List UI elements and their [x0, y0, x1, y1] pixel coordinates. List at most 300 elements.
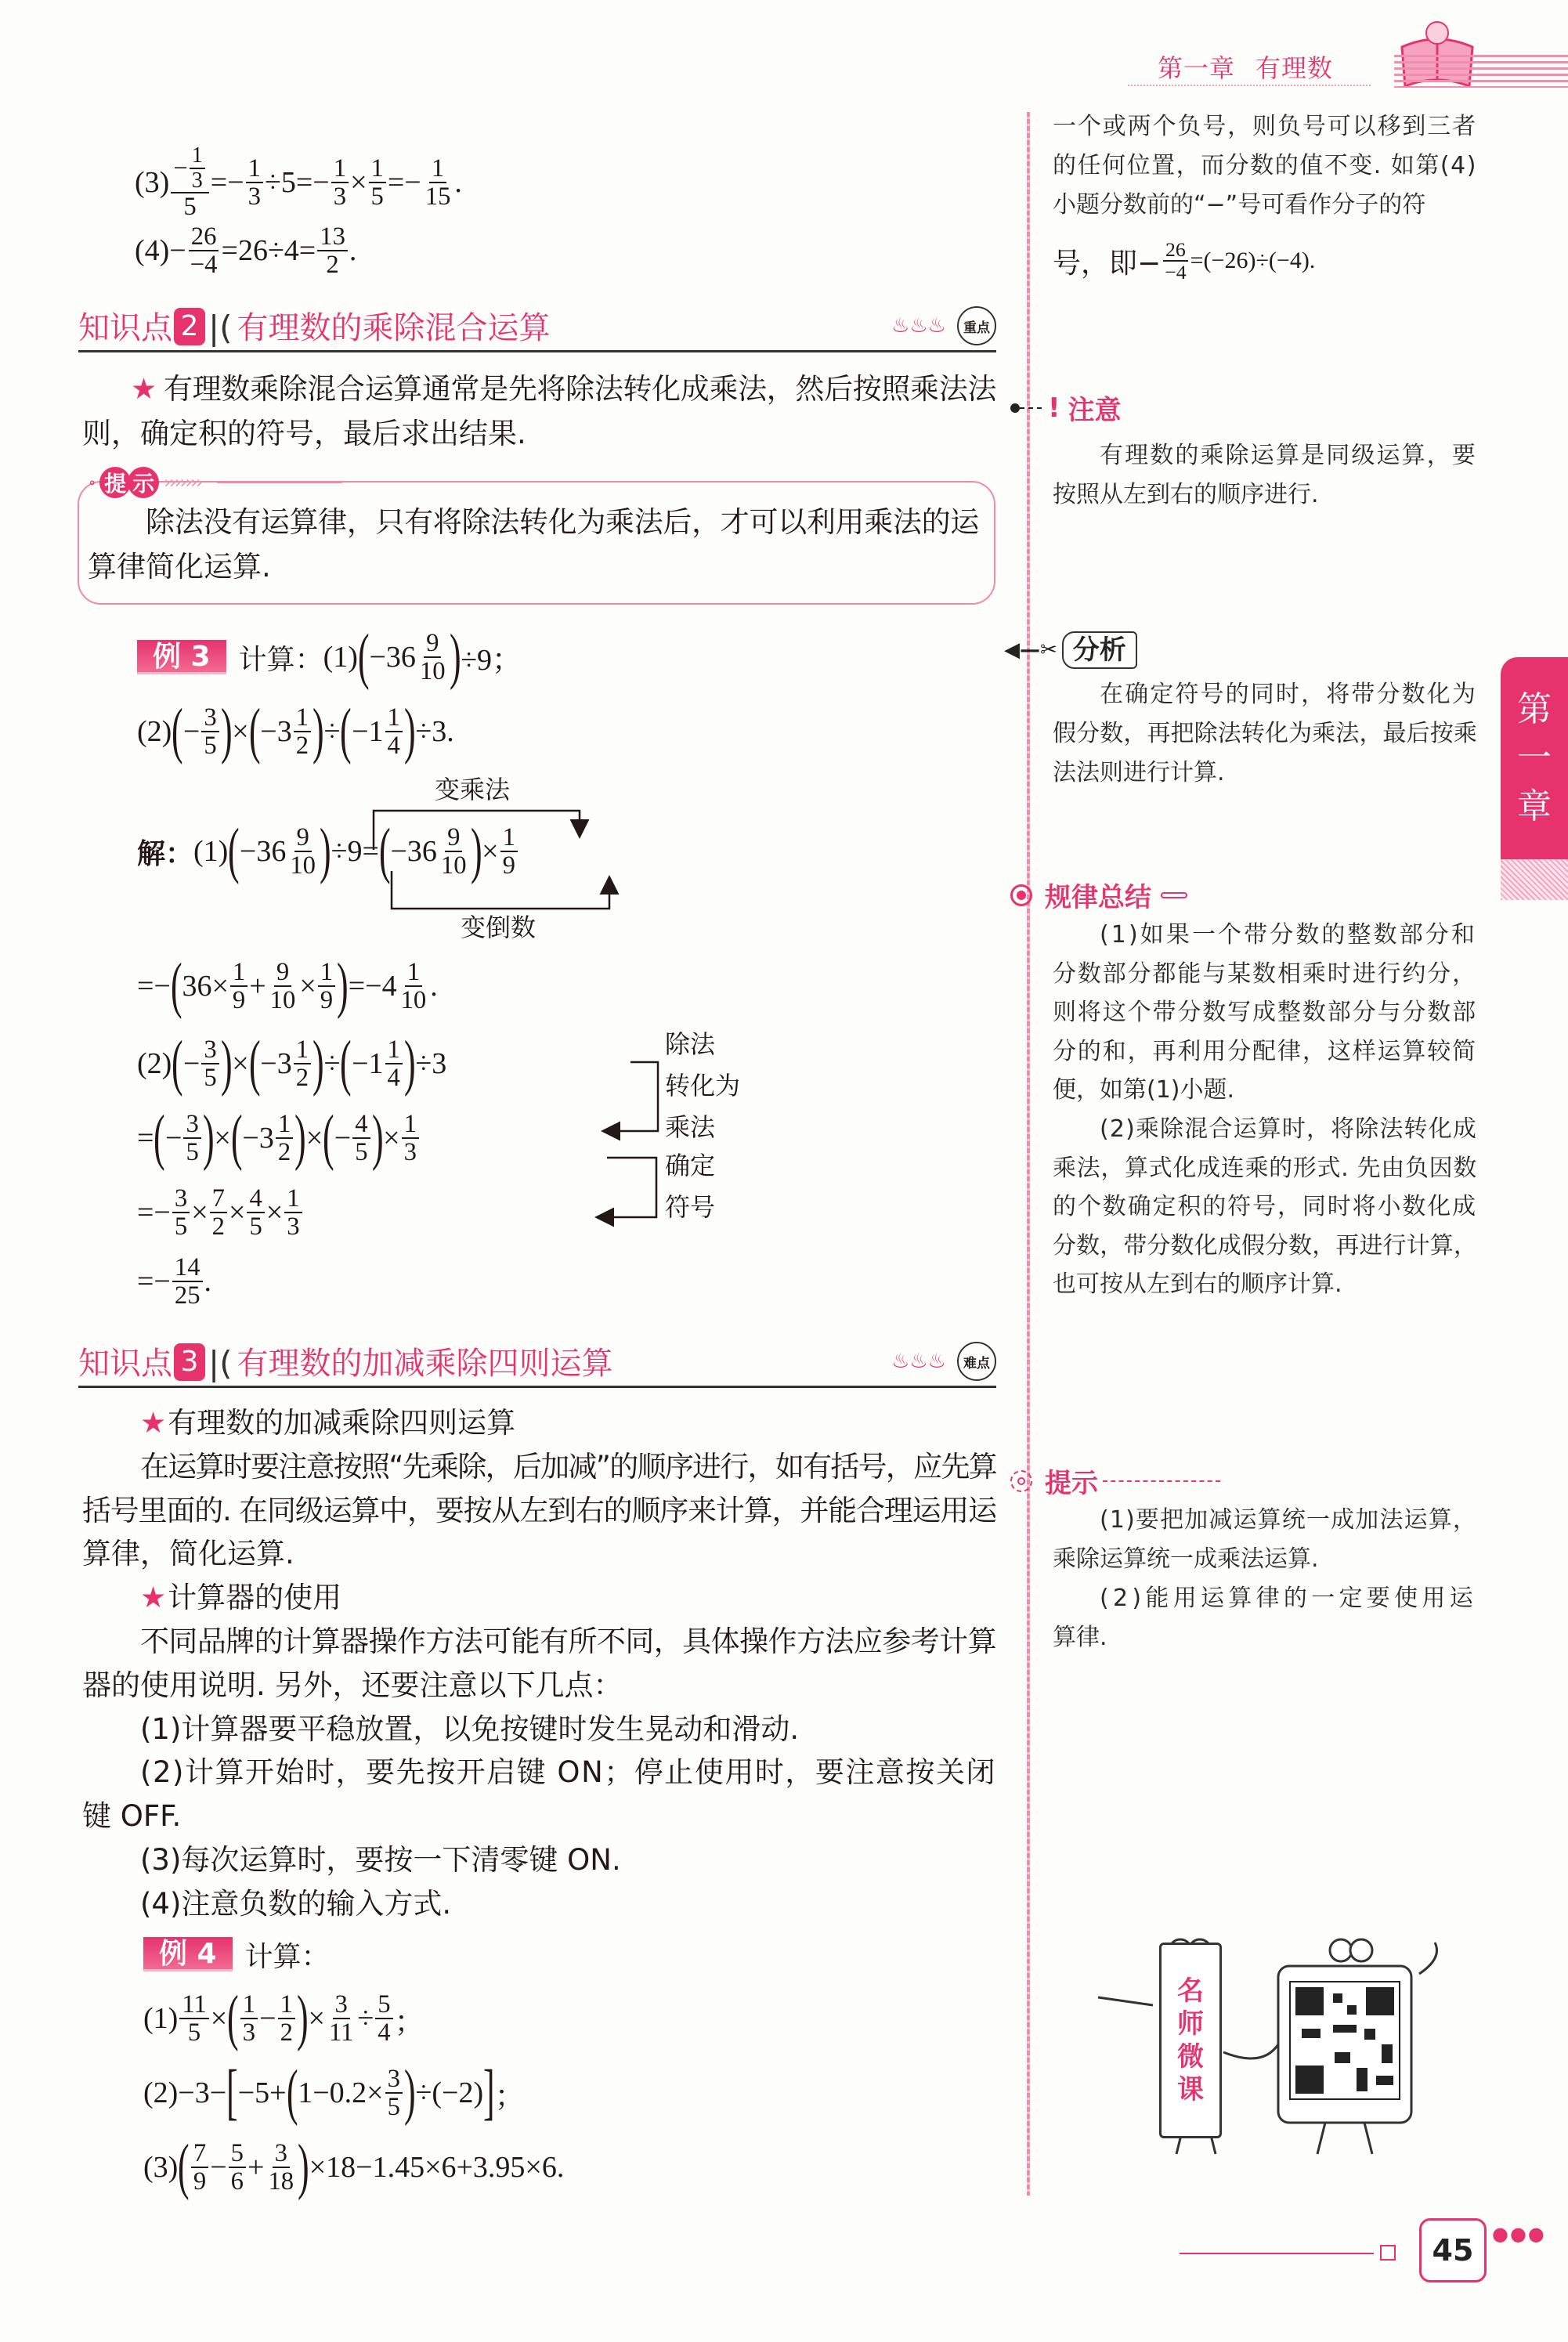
analysis-label	[1004, 631, 1137, 669]
math-text: 4	[387, 732, 400, 760]
math-text: (1)	[193, 834, 229, 868]
fraction	[352, 1111, 370, 1166]
hint-body	[1053, 1501, 1479, 1657]
kp3-star-heading	[82, 1401, 998, 1445]
math-text: 1	[320, 957, 334, 986]
math-text: 1−0.2×	[298, 2076, 384, 2109]
math-text: 10	[419, 656, 446, 685]
text-line: 按照从左到右的顺序进行.	[1053, 481, 1319, 508]
math-text: ÷(−2)	[415, 2076, 484, 2109]
math-text: 9	[296, 822, 309, 851]
fraction	[284, 1185, 302, 1241]
math-text: 1	[406, 957, 421, 986]
numerator	[240, 1991, 258, 2019]
scissors-icon: ◀—✂	[1004, 638, 1057, 662]
arrow-division-to-multiply	[605, 1062, 658, 1131]
math-text: ÷	[323, 715, 341, 748]
math-text: ×	[232, 1047, 249, 1080]
example-4-question-2	[143, 2050, 525, 2136]
kp-title: 有理数的乘除混合运算	[237, 310, 551, 346]
denominator	[399, 987, 429, 1014]
numerator	[402, 1111, 419, 1139]
example-prompt: 计算：	[244, 1940, 330, 1973]
numerator	[405, 959, 422, 987]
math-text: −	[165, 1122, 182, 1155]
bracket: (	[172, 1028, 183, 1098]
math-text: 3	[334, 1990, 348, 2019]
math-text: 5	[204, 732, 217, 760]
math-text: 4	[378, 2019, 391, 2047]
bracket: (	[340, 696, 352, 766]
math-text: 1	[191, 143, 203, 168]
bracket: )	[319, 816, 331, 886]
text-line: (2)乘除混合运算时，将除法转化成	[1100, 1115, 1477, 1143]
fraction	[247, 1185, 264, 1241]
math-text: =−	[137, 1265, 171, 1298]
math-text: 2	[277, 1138, 291, 1166]
chapter-tab	[1501, 657, 1568, 859]
summary-title: 规律总结	[1045, 882, 1151, 913]
math-text: =(−26)÷(−4).	[1190, 248, 1316, 273]
fraction	[294, 1036, 311, 1092]
math-text: 3	[403, 1138, 417, 1166]
bracket: (	[248, 1028, 261, 1098]
bracket: (	[172, 696, 183, 766]
math-text: 9	[276, 957, 290, 986]
bracket: (	[323, 1103, 334, 1173]
denominator	[230, 987, 247, 1014]
example-4-question-3	[143, 2124, 564, 2210]
fraction	[240, 1991, 258, 2047]
math-text: 1	[247, 154, 262, 183]
footer-square-icon	[1380, 2245, 1396, 2261]
numerator	[210, 1185, 227, 1213]
fraction	[385, 1036, 403, 1092]
denominator	[201, 1064, 219, 1091]
text-line: 在运算时要注意按照“先乘除，后加减”的顺序进行，如有括号，应先算	[140, 1449, 996, 1484]
chapter-tab-hatch	[1501, 859, 1568, 900]
kp3-list-item	[82, 1751, 998, 1838]
fraction	[278, 1991, 295, 2047]
analysis-title: 分析	[1062, 631, 1137, 669]
bracket: (	[340, 1028, 352, 1098]
math-text: (3)	[143, 2151, 179, 2184]
math-text: 9	[447, 822, 461, 851]
hint-rule	[1103, 1480, 1220, 1482]
kp-number: 3	[174, 1343, 205, 1381]
hint-label	[1010, 1462, 1220, 1500]
bracket: )	[298, 2132, 309, 2202]
math-text: .	[204, 1265, 212, 1298]
sidebar-continuation	[1053, 107, 1479, 225]
math-text: 25	[174, 1281, 201, 1310]
side-note: 除法	[665, 1029, 716, 1059]
math-text: 7	[211, 1184, 225, 1213]
math-text: −	[182, 715, 201, 748]
math-text: 1	[295, 703, 309, 732]
math-text: 4	[387, 1064, 400, 1092]
math-text: +	[247, 2151, 265, 2184]
math-text: +	[249, 970, 266, 1003]
denominator	[172, 1213, 190, 1240]
math-text: ÷	[357, 2002, 374, 2035]
math-text: .	[430, 970, 438, 1003]
math-text: =−	[210, 166, 244, 199]
denominator	[294, 1064, 311, 1091]
text-line: 乘除运算统一成乘法运算.	[1053, 1545, 1319, 1573]
math-text: 3	[274, 2138, 287, 2167]
bracket: (	[228, 816, 240, 886]
math-text: −36	[369, 640, 416, 674]
bracket: (	[154, 1103, 166, 1173]
difficult-point-badge: 难点	[957, 1342, 996, 1381]
math-text: ；	[494, 2080, 525, 2113]
bracket: (	[230, 1103, 243, 1173]
bracket: )	[449, 622, 461, 692]
math-text: =−	[137, 1196, 171, 1229]
fraction	[266, 2140, 296, 2196]
flame-icon: ♨♨♨	[891, 314, 946, 338]
math-text: 1	[403, 1109, 417, 1138]
math-text: 1	[502, 822, 515, 851]
text-line: (1)计算器要平稳放置，以免按键时发生晃动和滑动.	[140, 1711, 800, 1746]
math-text: (2)	[137, 1047, 172, 1080]
sidebar-text	[1053, 107, 1479, 225]
text-line: 算律.	[1053, 1624, 1107, 1651]
math-text: 9	[426, 628, 439, 657]
math-text: 9	[193, 2167, 207, 2196]
fraction	[402, 1111, 419, 1166]
tip-label-char: 示	[128, 467, 159, 498]
math-text: 1	[287, 1184, 300, 1213]
fraction	[318, 959, 335, 1014]
math-text: =−	[387, 166, 421, 199]
math-text: 13	[320, 222, 345, 251]
card-char: 课	[1177, 2074, 1204, 2105]
math-text: .	[349, 234, 357, 267]
micro-lesson-illustration	[1090, 1927, 1466, 2162]
text-line: (1)要把加减运算统一成加法运算，	[1100, 1506, 1477, 1534]
math-text: −3	[260, 715, 292, 748]
denominator	[327, 2019, 356, 2046]
denominator	[266, 2168, 296, 2195]
math-text: ×	[299, 970, 316, 1003]
math-text: ×	[482, 834, 499, 868]
summary-text	[1053, 1110, 1479, 1304]
numerator	[278, 1991, 295, 2019]
math-text: 3	[287, 1213, 300, 1241]
solution-label: 解：	[137, 837, 194, 870]
header-rule	[1128, 85, 1371, 86]
math-text: 1	[295, 1035, 309, 1064]
math-text: 3	[174, 1184, 188, 1213]
card-char: 微	[1177, 2041, 1204, 2073]
math-text: 号，即−	[1053, 247, 1162, 280]
math-text: 1	[242, 1990, 256, 2019]
numerator	[318, 959, 335, 987]
bracket: (	[357, 622, 370, 692]
summary-label	[1010, 876, 1187, 914]
math-text: 3	[387, 2064, 400, 2093]
math-text: 2	[295, 1064, 309, 1092]
card-char: 师	[1177, 2008, 1204, 2040]
numerator	[352, 1111, 370, 1139]
hint-text	[1053, 1579, 1479, 1657]
math-text: ÷	[323, 1047, 341, 1080]
fraction	[201, 1036, 219, 1092]
fraction	[172, 1254, 203, 1310]
math-text: −4	[1165, 261, 1187, 284]
math-text: (2)	[137, 715, 172, 748]
header-title: 有理数	[1255, 53, 1334, 83]
star-icon: ★	[140, 1406, 167, 1440]
numerator	[294, 1036, 311, 1064]
kp-bracket-icon: |(	[208, 1344, 233, 1382]
text-line: (4)注意负数的输入方式.	[140, 1886, 452, 1921]
example-4-question-1	[143, 1975, 425, 2062]
math-text: 4	[355, 1109, 368, 1138]
math-text: −36	[239, 834, 287, 868]
denominator	[284, 1213, 302, 1240]
bracket: (	[286, 2058, 298, 2127]
footer-rule	[1180, 2253, 1374, 2254]
numerator	[333, 1991, 350, 2019]
math-text: 5	[387, 2093, 400, 2121]
text-line: 小题分数前的“−”号可看作分子的符	[1053, 191, 1426, 219]
math-text: 11	[328, 2019, 354, 2047]
math-text: 3	[186, 1109, 199, 1138]
star-icon: ★	[131, 372, 157, 406]
math-text: 1	[370, 154, 384, 183]
numerator	[274, 959, 291, 987]
math-text: 11	[182, 1990, 207, 2019]
numerator	[183, 1111, 201, 1139]
math-text: =26÷4=	[221, 234, 316, 267]
math-text: 3	[242, 2019, 256, 2047]
math-text: 18	[268, 2167, 294, 2196]
key-point-badge: 重点	[957, 306, 996, 345]
denominator	[172, 1282, 203, 1309]
denominator	[210, 1213, 227, 1240]
math-text: ÷3.	[415, 715, 454, 748]
bracket: (	[227, 1983, 239, 2053]
denominator	[375, 2019, 392, 2046]
math-text: 5	[183, 193, 197, 222]
fraction	[327, 1991, 356, 2047]
text-line: 不同品牌的计算器操作方法可能有所不同，具体操作方法应参考计算	[140, 1624, 996, 1658]
math-text: −	[334, 1122, 352, 1155]
math-text: 2	[280, 2019, 293, 2047]
math-text: 1	[280, 1990, 293, 2019]
bracket: [	[226, 2058, 238, 2127]
text-line: 一个或两个负号，则负号可以移到三者	[1053, 113, 1477, 140]
math-text: 5	[370, 183, 384, 211]
kp-number: 2	[174, 308, 205, 345]
fraction	[210, 1185, 227, 1241]
math-text: 5	[355, 1138, 368, 1166]
bracket: )	[220, 696, 233, 766]
math-text: ×	[210, 2002, 228, 2035]
kp3-subheading: 计算器的使用	[168, 1581, 342, 1615]
math-text: =−	[137, 970, 171, 1003]
math-text: ×	[229, 1196, 246, 1229]
kp3-star-heading	[82, 1576, 998, 1620]
denominator	[240, 2019, 258, 2046]
math-text: −1	[352, 1047, 384, 1080]
numerator	[284, 1185, 302, 1213]
text-line: 括号里面的. 在同级运算中，要按从左到右的顺序来计算，并能合理运用运	[82, 1493, 996, 1527]
bracket: (	[178, 2132, 190, 2202]
kp-title: 有理数的加减乘除四则运算	[237, 1346, 613, 1382]
denominator	[186, 2019, 203, 2046]
math-text: 3	[191, 168, 203, 193]
chapter-tab-char: 第	[1517, 689, 1552, 729]
side-note: 转化为	[665, 1071, 741, 1101]
note-title: 注意	[1068, 395, 1122, 426]
bracket: (	[170, 951, 182, 1021]
math-text: 1	[277, 1109, 291, 1138]
denominator	[276, 1139, 293, 1166]
example-label: 例 4	[143, 1937, 233, 1972]
numerator	[201, 1036, 219, 1064]
text-line: 在确定符号的同时，将带分数化为	[1100, 681, 1477, 708]
hint-text	[1053, 1501, 1479, 1579]
dashed-connector	[1020, 407, 1042, 409]
circle-icon	[1010, 1470, 1032, 1492]
numerator	[179, 1991, 208, 2019]
bracket: )	[403, 696, 416, 766]
flame-icon: ♨♨♨	[891, 1350, 946, 1373]
text-line: 器的使用说明. 另外，还要注意以下几点：	[82, 1668, 623, 1702]
denominator	[191, 2168, 208, 2195]
bracket: )	[313, 696, 324, 766]
denominator	[318, 987, 335, 1014]
math-text: ×	[214, 1122, 231, 1155]
footer-dots: ●●●	[1492, 2223, 1546, 2245]
header-stripes	[1394, 55, 1568, 88]
math-text: ×	[305, 1122, 323, 1155]
fraction	[183, 1111, 201, 1166]
math-text: −4	[190, 251, 218, 279]
kp3-paragraph	[82, 1445, 998, 1576]
text-line: 分的和，再利用分配律，这样运算较简	[1053, 1037, 1477, 1065]
math-text: −36	[390, 834, 437, 868]
math-text: 9	[232, 986, 246, 1014]
math-text: 36×	[182, 970, 229, 1003]
solution-2-step-1	[137, 1021, 446, 1107]
math-text: 14	[174, 1252, 201, 1281]
bracket: )	[202, 1103, 215, 1173]
bracket: )	[403, 2058, 416, 2127]
math-text: 1	[387, 1035, 400, 1064]
note-text	[1053, 436, 1479, 515]
math-text: 3	[333, 183, 347, 211]
math-text: .	[454, 166, 462, 199]
fraction	[191, 2140, 208, 2196]
math-text: ×	[266, 1196, 284, 1229]
math-text: (1)	[143, 2002, 179, 2035]
text-line: 有理数的乘除运算是同级运算，要	[1100, 442, 1477, 469]
math-text: −5+	[237, 2076, 287, 2109]
example-label: 例 3	[137, 640, 226, 674]
denominator	[352, 1139, 370, 1166]
math-text: 10	[440, 851, 467, 880]
math-text: (1)	[323, 640, 358, 674]
bracket: )	[296, 1983, 309, 2053]
math-text: 10	[290, 851, 316, 880]
text-line: (3)每次运算时，要按一下清零键 ON.	[140, 1842, 621, 1877]
hint-title: 提示	[1045, 1468, 1098, 1499]
text-line: (1)如果一个带分数的整数部分和	[1100, 921, 1477, 949]
denominator	[1162, 262, 1188, 283]
bracket: (	[378, 816, 391, 886]
arrow-reciprocal	[392, 871, 609, 909]
denominator	[229, 2168, 246, 2195]
math-text: 2	[295, 732, 309, 760]
star-icon: ★	[140, 1581, 167, 1615]
math-text: (2)−3−	[143, 2076, 227, 2109]
numerator	[385, 1036, 403, 1064]
analysis-text	[1053, 675, 1479, 793]
card-char: 名	[1177, 1975, 1204, 2007]
target-icon	[1010, 884, 1032, 906]
math-text: 5	[187, 2019, 201, 2047]
kp3-subheading: 有理数的加减乘除四则运算	[168, 1406, 516, 1440]
analysis-body	[1053, 675, 1479, 793]
math-text: 10	[400, 986, 427, 1014]
arrow-to-multiply	[374, 811, 580, 850]
text-line: (2)能用运算律的一定要使用运	[1100, 1585, 1477, 1612]
chevrons-icon: ›››››››	[164, 472, 201, 493]
fraction	[385, 2066, 403, 2121]
bracket: )	[294, 1103, 306, 1173]
math-text: 5	[186, 1138, 199, 1166]
small-circle-icon: ∘	[88, 474, 97, 491]
numerator	[385, 2066, 403, 2094]
kp3-list-item	[82, 1708, 998, 1751]
text-line: 算律，简化运算.	[82, 1537, 294, 1571]
math-text: ；	[394, 2005, 425, 2039]
arrow-determine-sign	[598, 1158, 656, 1217]
annotation-to-multiply: 变乘法	[435, 775, 511, 804]
math-text: 2	[326, 251, 339, 279]
math-text: 1	[387, 703, 400, 732]
text-line: 则将这个带分数写成整数部分与分数部	[1053, 999, 1477, 1027]
numerator	[375, 1991, 392, 2019]
math-text: 1	[431, 154, 445, 183]
summary-body	[1053, 916, 1479, 1304]
math-text: 5	[230, 2138, 244, 2167]
text-line: 乘法，算式化成连乘的形式. 先由负因数	[1053, 1154, 1477, 1182]
annotation-reciprocal: 变倒数	[461, 913, 537, 942]
fraction	[276, 1111, 293, 1166]
math-text: 15	[425, 183, 451, 211]
denominator	[247, 1213, 264, 1240]
numerator	[229, 2140, 246, 2168]
fraction	[230, 959, 247, 1014]
denominator	[268, 987, 298, 1014]
text-line: 便，如第(1)小题.	[1053, 1076, 1235, 1104]
kp3-body	[82, 1401, 998, 1926]
math-text: ×18−1.45×6+3.95×6.	[309, 2151, 565, 2184]
text-line: 也可按从左到右的顺序计算.	[1053, 1270, 1342, 1299]
math-text: 6	[230, 2167, 244, 2196]
bracket: )	[403, 1028, 416, 1098]
kp-bracket-icon: |(	[208, 309, 233, 347]
fraction	[172, 1185, 190, 1241]
math-text: 5	[174, 1213, 188, 1241]
side-note: 确定	[665, 1151, 716, 1180]
